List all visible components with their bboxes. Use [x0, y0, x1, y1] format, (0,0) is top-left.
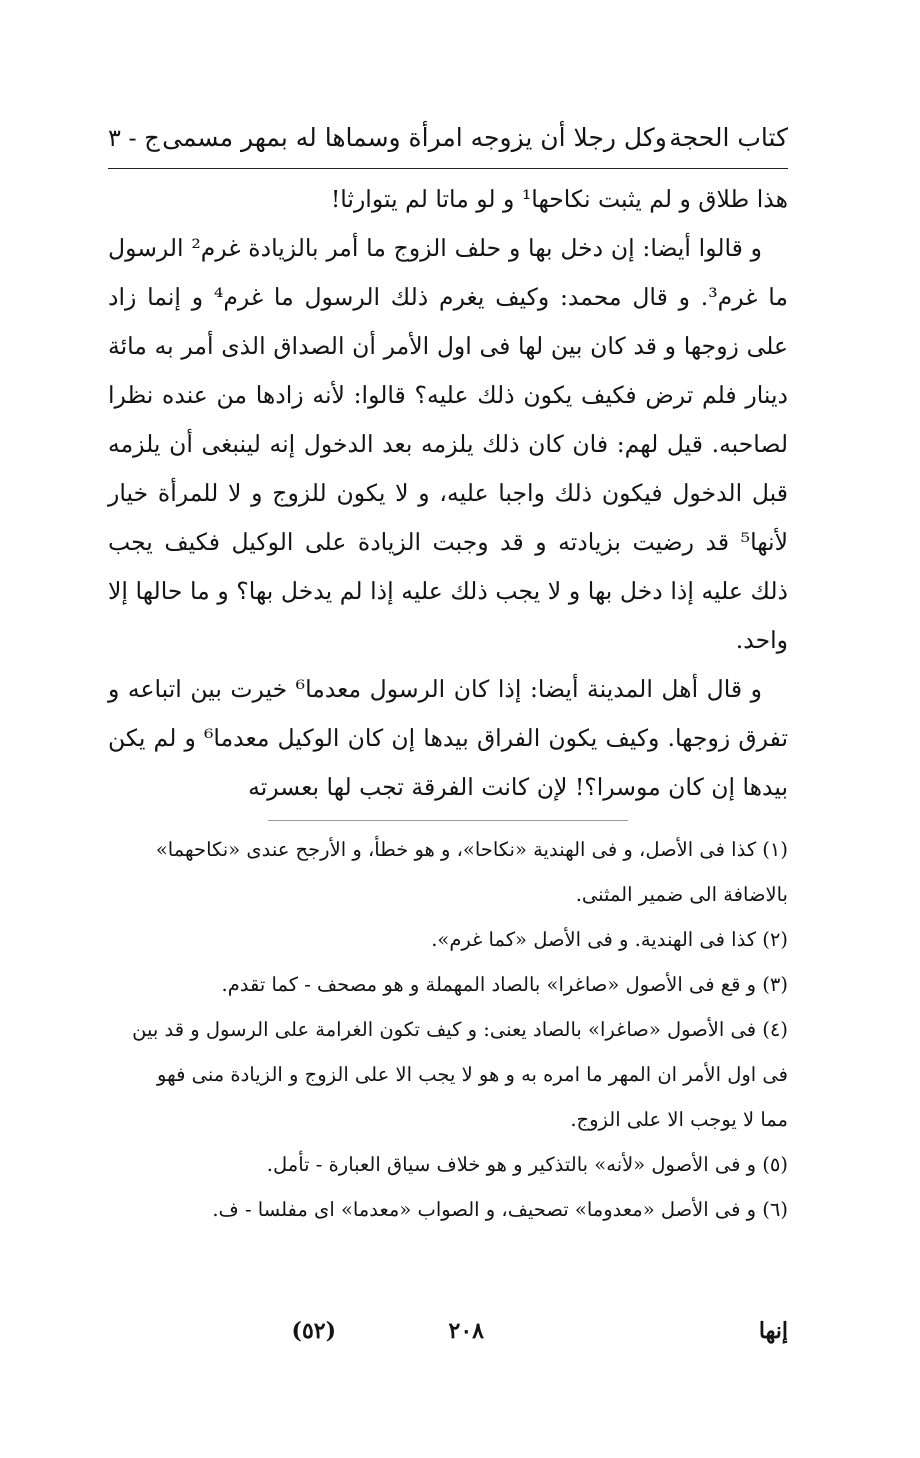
paragraph: هذا طلاق و لم يثبت نكاحها¹ و لو ماتا لم يتوارثا! [330, 185, 788, 213]
chapter-title: وكل رجلا أن يزوجه امرأة وسماها له بمهر مسمى [162, 123, 667, 152]
catchword: إنها [758, 1318, 788, 1344]
footnote: (٦) و فى الأصل «معدوما» تصحيف، و الصواب «معدما» اى مفلسا - ف. [212, 1198, 788, 1221]
footnote-separator [268, 820, 628, 821]
main-text [108, 175, 788, 812]
page-number: ٢٠٨ [448, 1318, 484, 1344]
header-rule [108, 168, 788, 169]
footnote-continuation: بالاضافة الى ضمير المثنى. [575, 883, 788, 906]
document-page [108, 112, 788, 1232]
footnote-continuation: فى اول الأمر ان المهر ما امره به و هو لا يجب الا على الزوج و الزيادة منى فهو [157, 1063, 788, 1086]
page-footer [132, 1318, 788, 1358]
footnote-continuation: مما لا يوجب الا على الزوج. [570, 1108, 788, 1131]
printed-number: (٥٢) [291, 1318, 336, 1344]
footnote: (٥) و فى الأصول «لأنه» بالتذكير و هو خلاف سياق العبارة - تأمل. [266, 1153, 788, 1176]
footnotes [108, 827, 788, 1232]
footnote: (١) كذا فى الأصل، و فى الهندية «نكاحا»، و هو خطأ، و الأرجح عندى «نكاحهما» [155, 838, 788, 861]
footnote: (٣) و قع فى الأصول «صاغرا» بالصاد المهملة و هو مصحف - كما تقدم. [221, 973, 788, 996]
footnote: (٢) كذا فى الهندية. و فى الأصل «كما غرم». [431, 928, 788, 951]
running-header [108, 112, 788, 164]
volume-number: ج - ٣ [108, 124, 160, 152]
paragraph: و قال أهل المدينة أيضا: إذا كان الرسول معدما⁶ خيرت بين اتباعه و تفرق زوجها. وكيف يكون الفراق بيدها إن كان الوكيل معدما⁶ و لم يكن بيدها إن كان موسرا؟! لإن كانت الفرقة تجب لها بعسرته [108, 675, 788, 801]
paragraph: و قالوا أيضا: إن دخل بها و حلف الزوج ما أمر بالزيادة غرم² الرسول ما غرم³. و قال محمد: وكيف يغرم ذلك الرسول ما غرم⁴ و إنما زاد على زوجها و قد كان بين لها فى اول الأمر أن الصداق الذى أمر به مائة دينار فلم ترض فكيف يكون ذلك عليه؟ قالوا: لأنه زادها من عنده نظرا لصاحبه. قيل لهم: فان كان ذلك يلزمه بعد الدخول إنه لينبغى أن يلزمه قبل الدخول فيكون ذلك واجبا عليه، و لا يكون للزوج و لا للمرأة خيار لأنها⁵ قد رضيت بزيادته و قد وجبت الزيادة على الوكيل فكيف يجب ذلك عليه إذا دخل بها و لا يجب ذلك عليه إذا لم يدخل بها؟ و ما حالها إلا واحد. [108, 234, 788, 654]
book-title: كتاب الحجة [669, 123, 788, 152]
footnote: (٤) فى الأصول «صاغرا» بالصاد يعنى: و كيف تكون الغرامة على الرسول و قد بين [132, 1018, 788, 1041]
